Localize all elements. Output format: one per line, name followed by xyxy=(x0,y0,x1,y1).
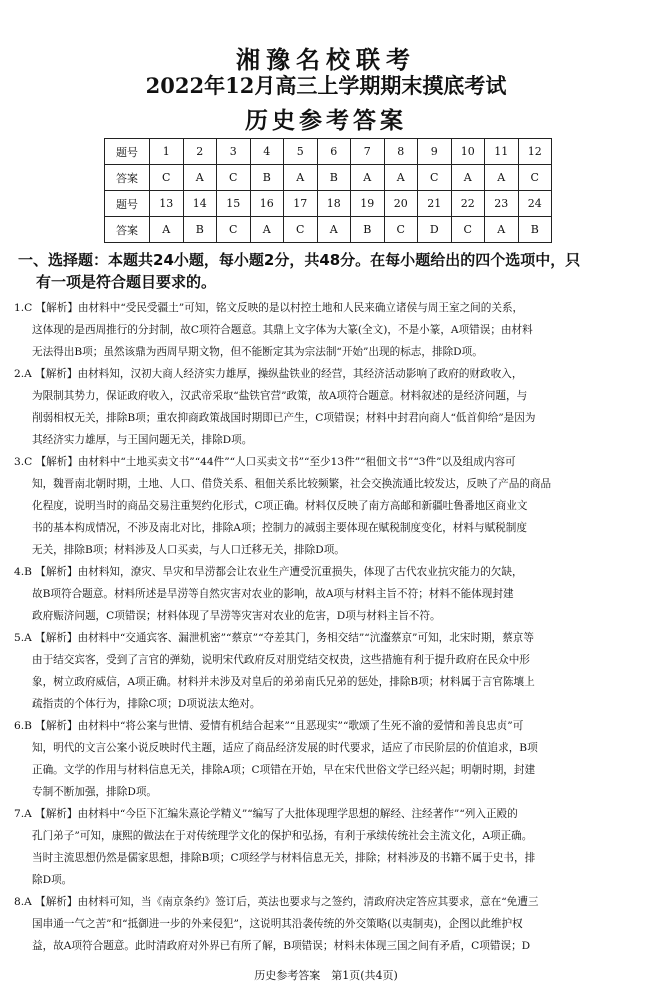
answer-cell: C xyxy=(284,217,318,243)
answer-cell: B xyxy=(250,165,284,191)
explanation-line: 政府赈济问题，C项错误；材料体现了旱涝等灾害对农业的危害，D项与材料主旨不符。 xyxy=(32,610,441,622)
q-num: 8 xyxy=(384,139,418,165)
explanation-line: 当时主流思想仍然是儒家思想，排除B项；C项经学与材料信息无关，排除；材料涉及的书籍不属于史书，排 xyxy=(32,852,536,864)
explanation-line: 益，故A项符合题意。此时清政府对外界已有所了解，B项错误；材料未体现三国之间有矛盾，C项错误；D xyxy=(32,940,531,952)
q-num: 21 xyxy=(418,191,452,217)
answer-table xyxy=(104,138,552,243)
q-num: 5 xyxy=(284,139,318,165)
explanation-line: 由于结交宾客，受到了言官的弹劾，说明宋代政府反对朋党结交权贵，这些措施有利于提升政府在民众中形 xyxy=(32,654,530,666)
answer-cell: A xyxy=(485,165,519,191)
answer-table-row-ans1 xyxy=(105,165,552,191)
answer-table-row-ans2 xyxy=(105,217,552,243)
answer-cell: A xyxy=(384,165,418,191)
explanation-line: 6.B 【解析】由材料中“将公案与世情、爱情有机结合起来”“且恶现实”“歌颂了生死不渝的爱情和善良忠贞”可 xyxy=(14,720,524,732)
q-num: 20 xyxy=(384,191,418,217)
row-label-num: 题号 xyxy=(105,139,150,165)
answer-cell: A xyxy=(284,165,318,191)
answer-cell: C xyxy=(217,165,251,191)
answer-cell: C xyxy=(384,217,418,243)
answer-cell: A xyxy=(317,217,351,243)
explanation-line: 8.A 【解析】由材料可知，当《南京条约》签订后，英法也要求与之签约，清政府决定答应其要求，意在“免遭三 xyxy=(14,896,539,908)
explanation-line: 国串通一气之苦”和“抵御进一步的外来侵犯”，这说明其沿袭传统的外交策略(以夷制夷)，企图以此维护权 xyxy=(32,918,523,930)
explanation-line: 2.A 【解析】由材料知，汉初大商人经济实力雄厚，操纵盐铁业的经营，其经济活动影响了政府的财政收入， xyxy=(14,368,523,380)
answer-cell: C xyxy=(217,217,251,243)
row-label-num: 题号 xyxy=(105,191,150,217)
explanation-line: 1.C 【解析】由材料中“受民受疆土”可知，铭文反映的是以村控土地和人民来确立诸侯与周王室之间的关系， xyxy=(14,302,524,314)
explanation-line: 除D项。 xyxy=(32,874,73,886)
explanation-line: 无法得出B项；虽然该鼎为西周早期文物，但不能断定其为宗法制“开始”出现的标志，排除D项。 xyxy=(32,346,483,358)
explanation-item xyxy=(14,363,640,451)
explanation-line: 知，明代的文言公案小说反映时代主题，适应了商品经济发展的时代要求，适应了市民阶层的价值追求，B项 xyxy=(32,742,538,754)
explanation-line: 削弱相权无关，排除B项；重农抑商政策战国时期即已产生，C项错误；材料中封君向商人“低首仰给”是因为 xyxy=(32,412,536,424)
explanation-line: 书的基本构成情况，不涉及南北对比，排除A项；控制力的减弱主要体现在赋税制度变化，材料与赋税制度 xyxy=(32,522,527,534)
explanation-line: 其经济实力雄厚，与王国问题无关，排除D项。 xyxy=(32,434,253,446)
q-num: 22 xyxy=(451,191,485,217)
answer-cell: A xyxy=(150,217,184,243)
q-num: 13 xyxy=(150,191,184,217)
explanation-line: 孔门弟子”可知，康熙的做法在于对传统理学文化的保护和弘扬，有利于承续传统社会主流文化，A项正确。 xyxy=(32,830,533,842)
page-footer: 历史参考答案 第1页(共4页) xyxy=(254,969,398,982)
answer-cell: B xyxy=(183,217,217,243)
q-num: 18 xyxy=(317,191,351,217)
answer-cell: C xyxy=(150,165,184,191)
section-heading xyxy=(18,249,640,293)
explanation-line: 5.A 【解析】由材料中“交通宾客、漏泄机密”“蔡京”“夺差其门，务相交结”“沆瀣蔡京”可知，北宋时期，蔡京等 xyxy=(14,632,534,644)
explanation-item xyxy=(14,891,640,957)
explanation-line: 4.B 【解析】由材料知，潦灾、旱灾和旱涝都会让农业生产遭受沉重损失，体现了古代农业抗灾能力的欠缺， xyxy=(14,566,523,578)
q-num: 12 xyxy=(518,139,552,165)
explanation-line: 3.C 【解析】由材料中“土地买卖文书”“44件”“人口买卖文书”“至少13件”“租佃文书”“3件”以及组成内容可 xyxy=(14,456,516,468)
explanation-line: 疏指责的个体行为，排除C项；D项说法太绝对。 xyxy=(32,698,261,710)
row-label-ans: 答案 xyxy=(105,217,150,243)
answer-cell: A xyxy=(183,165,217,191)
q-num: 6 xyxy=(317,139,351,165)
q-num: 3 xyxy=(217,139,251,165)
section-heading-line1: 一、选择题：本题共24小题，每小题2分，共48分。在每小题给出的四个选项中，只 xyxy=(18,251,581,269)
q-num: 7 xyxy=(351,139,385,165)
answer-cell: B xyxy=(518,217,552,243)
q-num: 14 xyxy=(183,191,217,217)
q-num: 1 xyxy=(150,139,184,165)
answer-cell: B xyxy=(351,217,385,243)
q-num: 2 xyxy=(183,139,217,165)
q-num: 23 xyxy=(485,191,519,217)
answer-cell: C xyxy=(518,165,552,191)
header-line3: 历史参考答案 xyxy=(245,107,407,134)
explanation-line: 故B项符合题意。材料所述是旱涝等自然灾害对农业的影响，故A项与材料主旨不符；材料不能体现封建 xyxy=(32,588,514,600)
explanation-line: 象，树立政府威信，A项正确。材料并未涉及对皇后的弟弟南氏兄弟的惩处，排除B项；材料属于言官陈壤上 xyxy=(32,676,535,688)
answer-cell: A xyxy=(250,217,284,243)
q-num: 24 xyxy=(518,191,552,217)
explanation-line: 无关，排除B项；材料涉及人口买卖，与人口迁移无关，排除D项。 xyxy=(32,544,345,556)
explanation-item xyxy=(14,451,640,561)
q-num: 11 xyxy=(485,139,519,165)
explanation-item xyxy=(14,715,640,803)
explanation-line: 为限制其势力，保证政府收入，汉武帝采取“盐铁官营”政策，故A项符合题意。材料叙述的是经济问题，与 xyxy=(32,390,528,402)
answer-cell: B xyxy=(317,165,351,191)
explanation-line: 正确。文学的作用与材料信息无关，排除A项；C项错在开始，早在宋代世俗文学已经兴起；明朝时期，封建 xyxy=(32,764,536,776)
explanation-item xyxy=(14,803,640,891)
answer-cell: A xyxy=(485,217,519,243)
answer-cell: C xyxy=(451,217,485,243)
answer-cell: C xyxy=(418,165,452,191)
answer-table-row-num1 xyxy=(105,139,552,165)
header-line2: 2022年12月高三上学期期末摸底考试 xyxy=(145,73,507,98)
section-heading-line2: 有一项是符合题目要求的。 xyxy=(36,273,217,291)
answer-table-row-num2 xyxy=(105,191,552,217)
explanation-item xyxy=(14,297,640,363)
header-line1: 湘豫名校联考 xyxy=(236,45,416,74)
explanation-item xyxy=(14,627,640,715)
q-num: 9 xyxy=(418,139,452,165)
explanation-line: 化程度，说明当时的商品交易注重契约化形式，C项正确。材料仅反映了南方高邮和新疆吐鲁番地区商业文 xyxy=(32,500,528,512)
q-num: 10 xyxy=(451,139,485,165)
explanation-item xyxy=(14,561,640,627)
q-num: 17 xyxy=(284,191,318,217)
explanation-line: 知，魏晋南北朝时期，土地、人口、借贷关系、租佃关系比较频繁，社会交换流通比较发达，反映了产品的商品 xyxy=(32,478,552,490)
explanation-line: 7.A 【解析】由材料中“今臣下汇编朱熹论学精义”“编写了大批体现理学思想的解经、注经著作”“列入正殿的 xyxy=(14,808,518,820)
q-num: 19 xyxy=(351,191,385,217)
explanation-line: 专制不断加强，排除D项。 xyxy=(32,786,158,798)
explanations xyxy=(14,297,640,957)
answer-cell: A xyxy=(351,165,385,191)
q-num: 15 xyxy=(217,191,251,217)
explanation-line: 这体现的是西周推行的分封制，故C项符合题意。其鼎上文字体为大篆(全文)，不是小篆，A项错误；由材料 xyxy=(32,324,533,336)
q-num: 4 xyxy=(250,139,284,165)
answer-cell: A xyxy=(451,165,485,191)
q-num: 16 xyxy=(250,191,284,217)
answer-cell: D xyxy=(418,217,452,243)
row-label-ans: 答案 xyxy=(105,165,150,191)
